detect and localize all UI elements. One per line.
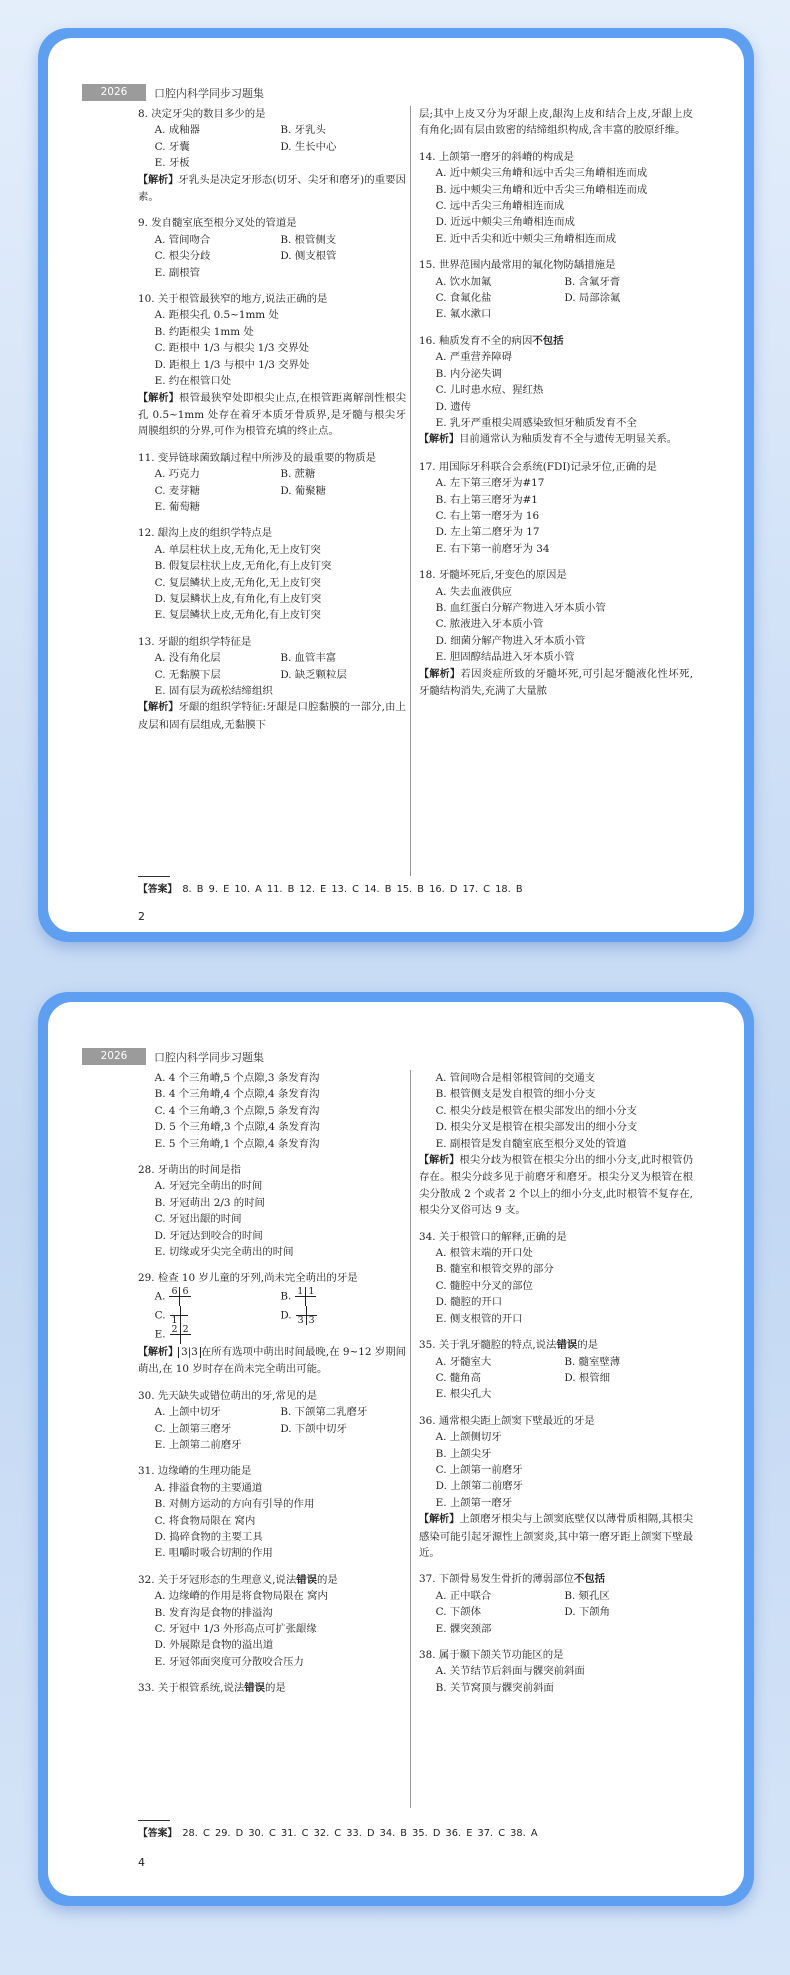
question-text: 29. 检查 10 岁儿童的牙列,尚未完全萌出的牙是 bbox=[138, 1272, 358, 1285]
page-number: 4 bbox=[138, 1856, 145, 1869]
page-header bbox=[82, 1048, 264, 1065]
option-label: D. bbox=[280, 1309, 292, 1322]
year-badge: 2026 bbox=[82, 1048, 146, 1065]
tooth-upper-left: 6 bbox=[182, 1285, 189, 1297]
question-block bbox=[419, 459, 693, 557]
option-item: D. 葡聚糖 bbox=[280, 484, 327, 497]
explanation-label: 【解析】 bbox=[138, 392, 180, 404]
explanation-continued: 层;其中上皮又分为牙龈上皮,龈沟上皮和结合上皮,牙龈上皮有角化;固有层由致密的结缔组织构成,含丰富的胶原纤维。 bbox=[419, 108, 693, 137]
option-item: B. 牙冠萌出 2/3 的时间 bbox=[154, 1196, 265, 1209]
option-item: C. 髓腔中分叉的部位 bbox=[435, 1279, 533, 1292]
option-item: E. 咀嚼时吸合切割的作用 bbox=[154, 1547, 273, 1560]
tooth-upper-left: 2 bbox=[182, 1323, 189, 1335]
question-text: 34. 关于根管口的解释,正确的是 bbox=[419, 1230, 567, 1243]
option-item: E. 约在根管口处 bbox=[154, 375, 232, 388]
question-block bbox=[138, 1572, 406, 1670]
question-text: 17. 用国际牙科联合会系统(FDI)记录牙位,正确的是 bbox=[419, 460, 657, 473]
question-text-tail: 的是 bbox=[265, 1682, 286, 1695]
question-stem bbox=[138, 1270, 406, 1286]
option-item: B. 髓室壁薄 bbox=[564, 1355, 621, 1368]
explanation bbox=[138, 699, 406, 733]
option-item: C. 根尖分歧 bbox=[154, 250, 211, 263]
option-item: E. 固有层为疏松结缔组织 bbox=[154, 685, 273, 697]
question-text: 35. 关于乳牙髓腔的特点,说法 bbox=[419, 1339, 557, 1352]
explanation-label: 【解析】 bbox=[138, 174, 179, 186]
option-item: A. 牙髓室大 bbox=[435, 1355, 492, 1368]
question-block bbox=[138, 450, 406, 516]
question-text: 30. 先天缺失或错位萌出的牙,常见的是 bbox=[138, 1389, 317, 1402]
question-text: 32. 关于牙冠形态的生理意义,说法 bbox=[138, 1573, 297, 1586]
question-text: 33. 关于根管系统,说法 bbox=[138, 1682, 245, 1695]
question-keyword: 错误 bbox=[556, 1339, 578, 1352]
question-text: 11. 变异链球菌致龋过程中所涉及的最重要的物质是 bbox=[138, 451, 377, 464]
question-stem bbox=[138, 1463, 406, 1479]
option-item: B. 4 个三角嵴,4 个点隙,4 条发育沟 bbox=[154, 1088, 320, 1101]
page-header bbox=[82, 84, 264, 101]
question-block bbox=[419, 1647, 693, 1696]
option-item: D. 根尖分叉是根管在根尖部发出的细小分支 bbox=[435, 1121, 638, 1134]
page-number: 2 bbox=[138, 910, 145, 923]
option-item: C. 上颌第一前磨牙 bbox=[435, 1463, 523, 1476]
option-list bbox=[138, 307, 406, 389]
option-list bbox=[419, 1354, 693, 1403]
option-item: A. 巧克力 bbox=[154, 468, 200, 481]
option-item: B. 右上第三磨牙为#1 bbox=[435, 493, 538, 506]
option-list bbox=[138, 1287, 406, 1344]
option-list bbox=[138, 1178, 406, 1260]
question-block bbox=[138, 1680, 406, 1696]
tooth-lower-right: 3 bbox=[296, 1316, 307, 1325]
question-stem bbox=[419, 459, 693, 475]
page-frame-1 bbox=[38, 28, 754, 942]
question-keyword: 不包括 bbox=[532, 334, 564, 347]
option-item bbox=[280, 1287, 406, 1306]
option-item: B. 对侧方运动的方向有引导的作用 bbox=[154, 1498, 315, 1511]
page-frame-2 bbox=[38, 992, 754, 1906]
option-item: D. 左上第二磨牙为 17 bbox=[435, 526, 540, 539]
option-item: D. 捣碎食物的主要工具 bbox=[154, 1530, 263, 1543]
tooth-notation bbox=[170, 1306, 188, 1325]
left-column bbox=[138, 106, 406, 743]
explanation bbox=[419, 666, 693, 700]
option-item: E. 上颌第二前磨牙 bbox=[154, 1438, 242, 1451]
option-label: A. bbox=[154, 1290, 166, 1303]
tooth-notation-inline: 3|3 bbox=[178, 1347, 201, 1358]
option-item: C. 麦芽糖 bbox=[154, 484, 200, 497]
option-item: A. 失去血液供应 bbox=[435, 585, 513, 598]
option-item: D. 复层鳞状上皮,有角化,有上皮钉突 bbox=[154, 592, 322, 605]
question-text: 12. 龈沟上皮的组织学特点是 bbox=[138, 527, 273, 540]
question-block bbox=[138, 215, 406, 281]
option-item: E. 牙板 bbox=[154, 157, 190, 170]
option-item: E. 5 个三角嵴,1 个点隙,4 条发育沟 bbox=[154, 1137, 320, 1150]
question-block bbox=[419, 1413, 693, 1562]
answer-label: 【答案】 bbox=[138, 1828, 178, 1839]
question-stem bbox=[419, 1337, 693, 1353]
tooth-lower-right: 1 bbox=[170, 1316, 181, 1325]
explanation-text: 若因炎症所致的牙髓坏死,可引起牙髓液化性坏死,牙髓结构消失,充满了大量脓 bbox=[419, 667, 694, 697]
option-item: C. 下颌体 bbox=[435, 1606, 481, 1619]
option-item: D. 局部涂氟 bbox=[564, 292, 621, 305]
option-item: B. 颏孔区 bbox=[564, 1589, 610, 1602]
option-item: D. 遗传 bbox=[435, 400, 471, 413]
answer-key bbox=[138, 1825, 538, 1839]
question-stem bbox=[419, 257, 693, 273]
question-text: 14. 上颌第一磨牙的斜嵴的构成是 bbox=[419, 150, 574, 163]
option-item: A. 上颌中切牙 bbox=[154, 1406, 221, 1419]
question-text: 13. 牙龈的组织学特征是 bbox=[138, 635, 252, 648]
option-item: C. 右上第一磨牙为 16 bbox=[435, 509, 540, 522]
option-list bbox=[138, 122, 406, 171]
option-item: D. 下颌中切牙 bbox=[280, 1422, 347, 1435]
option-item: B. 内分泌失调 bbox=[435, 367, 502, 380]
question-block bbox=[419, 257, 693, 323]
option-item: A. 距根尖孔 0.5~1mm 处 bbox=[154, 309, 279, 322]
column-divider bbox=[410, 106, 411, 876]
option-item: A. 排溢食物的主要通道 bbox=[154, 1481, 263, 1494]
option-item: C. 将食物局限在 窝内 bbox=[154, 1514, 256, 1527]
explanation-text: 根管最狭窄处即根尖止点,在根管距离解剖性根尖孔 0.5~1mm 处存在着牙本质牙骨质界,是牙髓与根尖牙周膜组织的分界,可作为根管充填的终止点。 bbox=[138, 391, 406, 438]
explanation bbox=[419, 1511, 693, 1561]
option-list bbox=[419, 1429, 693, 1511]
question-block bbox=[419, 1337, 693, 1403]
question-block bbox=[138, 1388, 406, 1454]
question-stem bbox=[419, 1229, 693, 1245]
option-item: C. 髓角高 bbox=[435, 1371, 481, 1384]
question-keyword: 错误 bbox=[244, 1682, 266, 1695]
question-block bbox=[138, 634, 406, 733]
question-text: 31. 边缘嵴的生理功能是 bbox=[138, 1465, 252, 1478]
tooth-lower-right bbox=[170, 1335, 181, 1344]
explanation-text: 在所有选项中萌出时间最晚,在 9~12 岁期间萌出,在 10 岁时存在尚未完全萌出可能。 bbox=[138, 1345, 407, 1376]
option-item: E. 上颌第一磨牙 bbox=[435, 1496, 513, 1509]
question-stem bbox=[419, 333, 693, 349]
option-list bbox=[138, 466, 406, 515]
explanation-label: 【解析】 bbox=[419, 668, 461, 680]
year-badge: 2026 bbox=[82, 84, 146, 101]
question-text: 38. 属于颞下颌关节功能区的是 bbox=[419, 1649, 564, 1661]
option-item: E. 葡萄糖 bbox=[154, 500, 200, 513]
tooth-notation bbox=[296, 1306, 317, 1325]
question-stem bbox=[138, 525, 406, 541]
right-column bbox=[419, 106, 693, 709]
option-list bbox=[138, 232, 406, 281]
question-stem bbox=[419, 1571, 693, 1587]
option-item: B. 下颌第二乳磨牙 bbox=[280, 1406, 368, 1419]
question-keyword: 不包括 bbox=[573, 1573, 606, 1586]
tooth-lower-right bbox=[295, 1297, 306, 1306]
option-item: B. 牙乳头 bbox=[280, 124, 326, 137]
option-item: C. 无黏膜下层 bbox=[154, 668, 221, 681]
page-2-sheet bbox=[48, 38, 744, 932]
option-item: B. 根管侧支 bbox=[280, 233, 337, 246]
option-item: B. 假复层柱状上皮,无角化,有上皮钉突 bbox=[154, 560, 332, 573]
answer-rule bbox=[138, 876, 170, 877]
question-block bbox=[138, 1270, 406, 1377]
option-item: D. 髓腔的开口 bbox=[435, 1296, 503, 1309]
question-block bbox=[419, 567, 693, 699]
right-column bbox=[419, 1070, 693, 1706]
question-block bbox=[138, 106, 406, 205]
option-item: C. 距根中 1/3 与根尖 1/3 交界处 bbox=[154, 342, 309, 355]
option-item: B. 发育沟是食物的排溢沟 bbox=[154, 1606, 273, 1619]
option-label: C. bbox=[154, 1309, 166, 1322]
option-list bbox=[419, 165, 693, 247]
option-item: E. 氟水漱口 bbox=[435, 308, 492, 321]
option-item: E. 胆固醇结晶进入牙本质小管 bbox=[435, 651, 575, 664]
option-item: B. 根管侧支是发自根管的细小分支 bbox=[435, 1088, 596, 1101]
option-item bbox=[155, 1325, 281, 1344]
option-item: D. 细菌分解产物进入牙本质小管 bbox=[435, 634, 586, 647]
option-item: C. 牙冠出龈的时间 bbox=[154, 1213, 242, 1226]
question-block bbox=[138, 1162, 406, 1260]
answer-values: 8. B 9. E 10. A 11. B 12. E 13. C 14. B 15. B 16. D 17. C 18. B bbox=[182, 884, 523, 895]
option-item: E. 副根管 bbox=[154, 266, 200, 279]
question-text: 37. 下颌骨易发生骨折的薄弱部位 bbox=[419, 1573, 574, 1586]
question-block bbox=[138, 291, 406, 440]
option-item bbox=[155, 1287, 281, 1306]
tooth-upper-right: 1 bbox=[295, 1287, 306, 1297]
answer-rule bbox=[138, 1820, 170, 1821]
question-stem bbox=[419, 567, 693, 583]
option-item: D. 近远中颊尖三角嵴相连而成 bbox=[435, 216, 575, 229]
option-item: B. 远中颊尖三角嵴和近中舌尖三角嵴相连而成 bbox=[435, 183, 648, 196]
option-item bbox=[280, 1306, 406, 1325]
option-item: A. 饮水加氟 bbox=[435, 275, 492, 288]
question-block bbox=[419, 1070, 693, 1219]
option-item: E. 切缘或牙尖完全萌出的时间 bbox=[154, 1246, 294, 1259]
option-item: A. 正中联合 bbox=[435, 1589, 492, 1602]
option-item: D. 牙冠达到咬合的时间 bbox=[154, 1229, 263, 1242]
option-item: C. 远中舌尖三角嵴相连而成 bbox=[435, 200, 565, 213]
option-list bbox=[419, 274, 693, 323]
option-item: E. 根尖孔大 bbox=[435, 1388, 492, 1401]
option-item: B. 上颌尖牙 bbox=[435, 1447, 492, 1460]
question-stem bbox=[138, 215, 406, 231]
option-list bbox=[419, 475, 693, 557]
question-stem bbox=[419, 1647, 693, 1663]
question-stem bbox=[138, 1680, 406, 1696]
option-item: A. 管间吻合 bbox=[154, 233, 211, 246]
option-item: D. 生长中心 bbox=[280, 140, 337, 153]
tooth-notation bbox=[295, 1287, 316, 1306]
question-stem bbox=[138, 291, 406, 307]
option-list bbox=[419, 1663, 693, 1696]
option-item: D. 外展隙是食物的溢出道 bbox=[154, 1639, 274, 1652]
option-item: A. 严重营养障碍 bbox=[435, 351, 513, 364]
option-item: C. 牙囊 bbox=[154, 140, 190, 153]
option-item: D. 侧支根管 bbox=[280, 250, 337, 263]
question-block bbox=[138, 1070, 406, 1152]
question-block bbox=[419, 106, 693, 139]
option-list bbox=[138, 542, 406, 624]
option-list bbox=[419, 584, 693, 666]
tooth-upper-left: 1 bbox=[308, 1285, 315, 1297]
option-item: A. 4 个三角嵴,5 个点隙,3 条发育沟 bbox=[154, 1072, 320, 1084]
question-block bbox=[419, 1571, 693, 1637]
column-divider bbox=[410, 1070, 411, 1808]
question-block bbox=[419, 1229, 693, 1327]
option-list bbox=[419, 1588, 693, 1637]
question-stem bbox=[138, 1388, 406, 1404]
option-item: A. 近中颊尖三角嵴和远中舌尖三角嵴相连而成 bbox=[435, 167, 648, 180]
option-item: B. 血红蛋白分解产物进入牙本质小管 bbox=[435, 601, 606, 614]
option-item: C. 食氟化盐 bbox=[435, 292, 492, 305]
option-item: A. 单层柱状上皮,无角化,无上皮钉突 bbox=[154, 543, 321, 556]
question-text: 15. 世界范围内最常用的氟化物防龋措施是 bbox=[419, 259, 616, 272]
option-item: C. 4 个三角嵴,3 个点隙,5 条发育沟 bbox=[154, 1104, 320, 1117]
question-stem bbox=[419, 1413, 693, 1429]
explanation-label: 【解析】 bbox=[138, 702, 179, 714]
explanation-text: 上颌磨牙根尖与上颌窦底壁仅以薄骨质相隔,其根尖感染可能引起牙源性上颌窦炎,其中第一磨牙距上颌窦下壁最近。 bbox=[419, 1513, 693, 1559]
tooth-notation bbox=[170, 1325, 191, 1344]
explanation-label: 【解析】 bbox=[138, 1346, 179, 1358]
question-stem bbox=[138, 1572, 406, 1588]
option-item: E. 牙冠邻面突度可分散咬合压力 bbox=[154, 1655, 304, 1668]
question-block bbox=[419, 333, 693, 449]
option-item: A. 成釉器 bbox=[154, 124, 200, 137]
option-item: D. 上颌第二前磨牙 bbox=[435, 1480, 523, 1493]
question-stem bbox=[138, 450, 406, 466]
option-item bbox=[155, 1306, 281, 1325]
option-item: C. 脓液进入牙本质小管 bbox=[435, 618, 544, 631]
option-item: B. 血管丰富 bbox=[280, 652, 337, 665]
tooth-lower-left: 3 bbox=[308, 1314, 315, 1326]
explanation bbox=[138, 390, 406, 440]
question-text: 28. 牙萌出的时间是指 bbox=[138, 1164, 241, 1177]
option-item: B. 蔗糖 bbox=[280, 468, 316, 481]
explanation bbox=[419, 431, 693, 448]
explanation bbox=[138, 172, 406, 206]
tooth-lower-left bbox=[181, 1335, 191, 1344]
explanation-text: 牙龈的组织学特征:牙龈是口腔黏膜的一部分,由上皮层和固有层组成,无黏膜下 bbox=[138, 701, 406, 731]
question-text: 10. 关于根管最狭窄的地方,说法正确的是 bbox=[138, 293, 328, 306]
option-item: E. 副根管是发自髓室底至根分叉处的管道 bbox=[435, 1137, 627, 1150]
question-text: 9. 发自髓室底至根分叉处的管道是 bbox=[138, 217, 297, 230]
option-item: B. 约距根尖 1mm 处 bbox=[154, 325, 254, 338]
option-item: C. 根尖分歧是根管在根尖部发出的细小分支 bbox=[435, 1104, 637, 1117]
explanation-label: 【解析】 bbox=[419, 1514, 460, 1526]
explanation bbox=[419, 1152, 693, 1219]
question-text: 36. 通常根尖距上颌窦下壁最近的牙是 bbox=[419, 1414, 595, 1427]
explanation bbox=[138, 1344, 406, 1378]
question-stem bbox=[138, 1162, 406, 1178]
question-keyword: 错误 bbox=[296, 1573, 317, 1586]
option-item: D. 5 个三角嵴,3 个点隙,4 条发育沟 bbox=[154, 1121, 320, 1134]
option-list bbox=[138, 1588, 406, 1670]
question-stem bbox=[419, 149, 693, 165]
question-text: 8. 决定牙尖的数目多少的是 bbox=[138, 108, 266, 120]
question-text: 16. 釉质发育不全的病因 bbox=[419, 334, 533, 347]
explanation-text: 牙乳头是决定牙形态(切牙、尖牙和磨牙)的重要因素。 bbox=[138, 173, 407, 204]
option-list bbox=[138, 1070, 406, 1152]
option-list bbox=[419, 1245, 693, 1327]
book-title: 口腔内科学同步习题集 bbox=[154, 1050, 264, 1064]
tooth-notation bbox=[169, 1287, 190, 1306]
answer-key bbox=[138, 881, 523, 895]
option-item: A. 上颌侧切牙 bbox=[435, 1431, 502, 1444]
option-item: C. 儿时患水痘、猩红热 bbox=[435, 384, 544, 397]
answer-values: 28. C 29. D 30. C 31. C 32. C 33. D 34. B 35. D 36. E 37. C 38. A bbox=[182, 1828, 538, 1839]
option-item: A. 没有角化层 bbox=[154, 652, 221, 665]
option-item: A. 根管末端的开口处 bbox=[435, 1247, 533, 1260]
option-item: D. 缺乏颗粒层 bbox=[280, 668, 347, 681]
option-item: B. 含氟牙膏 bbox=[564, 275, 621, 288]
option-item: E. 乳牙严重根尖周感染致恒牙釉质发育不全 bbox=[435, 416, 637, 429]
option-list bbox=[138, 1404, 406, 1453]
left-column bbox=[138, 1070, 406, 1707]
option-list bbox=[138, 650, 406, 699]
option-item: E. 近中舌尖和近中颊尖三角嵴相连而成 bbox=[435, 232, 617, 245]
question-text: 18. 牙髓坏死后,牙变色的原因是 bbox=[419, 569, 567, 582]
tooth-upper-right: 2 bbox=[170, 1325, 181, 1335]
question-block bbox=[138, 1463, 406, 1561]
option-item: C. 复层鳞状上皮,无角化,无上皮钉突 bbox=[154, 576, 321, 589]
option-item: B. 髓室和根管交界的部分 bbox=[435, 1263, 554, 1276]
option-item: A. 边缘嵴的作用是将食物局限在 窝内 bbox=[154, 1590, 328, 1603]
question-stem bbox=[138, 106, 406, 122]
question-block bbox=[138, 525, 406, 623]
option-item: C. 上颌第三磨牙 bbox=[154, 1422, 232, 1435]
explanation-text: 根尖分歧为根管在根尖分出的细小分支,此时根管仍存在。根尖分歧多见于前磨牙和磨牙。根尖分叉为根管在根尖分散成 2 个或者 2 个以上的细小分支,此时根管不复存在,根尖分叉俗可达 9 支。 bbox=[419, 1154, 693, 1217]
option-item: A. 牙冠完全萌出的时间 bbox=[154, 1180, 263, 1193]
answer-label: 【答案】 bbox=[138, 884, 178, 895]
option-item: D. 下颌角 bbox=[564, 1606, 611, 1619]
option-list bbox=[419, 1070, 693, 1152]
explanation-label: 【解析】 bbox=[419, 1155, 460, 1167]
question-text-tail: 的是 bbox=[317, 1573, 338, 1586]
option-label: B. bbox=[280, 1290, 292, 1303]
question-block bbox=[419, 149, 693, 247]
question-text-tail: 的是 bbox=[577, 1339, 598, 1352]
book-title: 口腔内科学同步习题集 bbox=[154, 86, 264, 100]
tooth-upper-right: 6 bbox=[169, 1287, 180, 1297]
option-item: D. 根管细 bbox=[564, 1371, 611, 1384]
option-item: C. 牙冠中 1/3 外形高点可扩张龈缘 bbox=[154, 1622, 317, 1635]
explanation-label: 【解析】 bbox=[419, 434, 459, 446]
option-list bbox=[419, 349, 693, 431]
option-item: A. 管间吻合是相邻根管间的交通支 bbox=[435, 1072, 596, 1084]
option-item: D. 距根上 1/3 与根中 1/3 交界处 bbox=[154, 358, 310, 371]
option-item: B. 关节窝顶与髁突前斜面 bbox=[435, 1681, 554, 1694]
explanation-text: 目前通常认为釉质发育不全与遗传无明显关系。 bbox=[459, 433, 678, 446]
option-item: E. 髁突颈部 bbox=[435, 1622, 492, 1635]
option-item: E. 侧支根管的开口 bbox=[435, 1312, 523, 1325]
option-item: E. 右下第一前磨牙为 34 bbox=[435, 542, 550, 555]
option-item: A. 关节结节后斜面与髁突前斜面 bbox=[435, 1665, 585, 1678]
option-list bbox=[138, 1480, 406, 1562]
question-stem bbox=[138, 634, 406, 650]
option-item: A. 左下第三磨牙为#17 bbox=[435, 477, 545, 490]
option-item: E. 复层鳞状上皮,无角化,有上皮钉突 bbox=[154, 609, 321, 622]
option-label: E. bbox=[154, 1328, 166, 1341]
page-4-sheet bbox=[48, 1002, 744, 1896]
